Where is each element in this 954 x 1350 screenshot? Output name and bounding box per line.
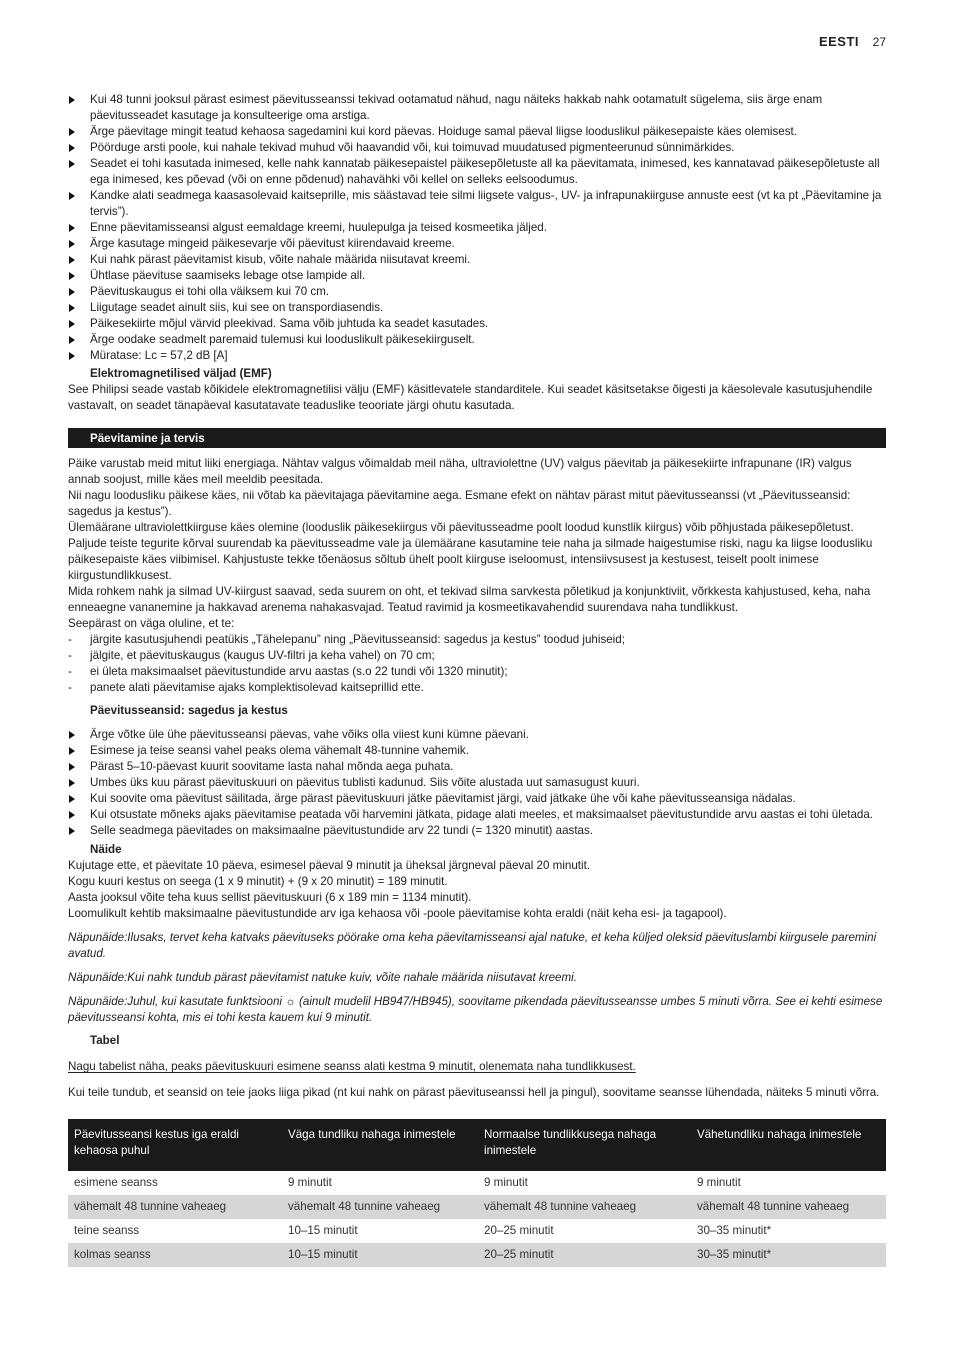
list-item: Kui 48 tunni jooksul pärast esimest päevitusseanssi tekivad ootamatud nähud, nagu näiteks hakkab nahk ootamatult sügelema, siis ärge enam päevitusseadet kasutage ja konsulteerige oma arstiga. [68, 92, 886, 124]
list-item: Esimese ja teise seansi vahel peaks olema vähemalt 48-tunnine vahemik. [68, 743, 886, 759]
list-item: Ärge võtke üle ühe päevitusseansi päevas, vahe võiks olla viiest kuni kümne päevani. [68, 727, 886, 743]
example-line: Kogu kuuri kestus on seega (1 x 9 minutit) + (9 x 20 minutit) = 189 minutit. [68, 875, 448, 888]
list-item: Seadet ei tohi kasutada inimesed, kelle nahk kannatab päikesepaistel päikesepõletuste all ka päevitamata, inimesed, kes kannatavad päikesepõletuste all ega inimesed, kes põevad (või on enne põdenud) nahavähki või kellel on selleks eelsoodumus. [68, 156, 886, 188]
column-header: Vähetundliku nahaga inimestele [691, 1119, 886, 1171]
health-paragraph: Mida rohkem nahk ja silmad UV-kiirgust saavad, seda suurem on oht, et tekivad silma sarvkesta põletikud ja konjunktiviit, võrkkesta kahjustused, keha, naha enneaegne vananemine ja hakkavad arenema nahakasvajad. Teatud ravimid ja kosmeetikavahendid suurendava naha tundlikkust. [68, 585, 871, 614]
table-note-underlined: Nagu tabelist näha, peaks päevituskuuri esimene seanss alati kestma 9 minutit, olenemata naha tundlikkusest. [68, 1060, 636, 1073]
list-item: - jälgite, et päevituskaugus (kaugus UV-filtri ja keha vahel) on 70 cm; [68, 648, 886, 664]
page-header [819, 34, 886, 49]
list-item: Ühtlase päevituse saamiseks lebage otse lampide all. [68, 268, 886, 284]
health-paragraph: Ülemäärane ultraviolettkiirguse käes olemine (looduslik päikesekiirgus või päevitusseadme poolt loodud kunstlik kiirgus) võib põhjustada päikesepõletust. [68, 521, 854, 534]
health-dash-list [68, 632, 886, 696]
list-item: Kui nahk pärast päevitamist kisub, võite nahale määrida niisutavat kreemi. [68, 252, 886, 268]
section-bar-health: Päevitamine ja tervis [68, 428, 886, 448]
tip-text: Näpunäide:Kui nahk tundub pärast päevitamist natuke kuiv, võite nahale määrida niisutavat kreemi. [68, 971, 577, 984]
table-cell: 9 minutit [288, 1176, 332, 1189]
list-item: Pöörduge arsti poole, kui nahale tekivad muhud või haavandid või, kui toimuvad muudatused pigmenteerunud sünnimärkides. [68, 140, 886, 156]
table-cell: vähemalt 48 tunnine vaheaeg [691, 1195, 886, 1219]
table-cell: 10–15 minutit [282, 1243, 478, 1267]
table-cell: 20–25 minutit [484, 1224, 554, 1237]
table-cell: 30–35 minutit* [691, 1243, 886, 1267]
table-cell: vähemalt 48 tunnine vaheaeg [282, 1195, 478, 1219]
list-item: Kui soovite oma päevitust säilitada, ärge pärast päevituskuuri jätke päevitamist järgi, vaid jätkake ühe või kahe päevitusseansiga nädalas. [68, 791, 886, 807]
column-header: Normaalse tundlikkusega nahaga inimestele [478, 1119, 691, 1171]
list-item: Ärge kasutage mingeid päikesevarje või päevitust kiirendavaid kreeme. [68, 236, 886, 252]
table-cell: kolmas seanss [68, 1243, 282, 1267]
table-heading: Tabel [90, 1034, 120, 1047]
list-item: - ei ületa maksimaalset päevitustundide arvu aastas (s.o 22 tundi või 1320 minutit); [68, 664, 886, 680]
list-item: Umbes üks kuu pärast päevituskuuri on päevitus tublisti kadunud. Siis võite alustada uut samasugust kuuri. [68, 775, 886, 791]
table-cell: 10–15 minutit [288, 1224, 358, 1237]
table-row [68, 1195, 886, 1219]
session-table [68, 1119, 886, 1267]
example-heading: Näide [90, 843, 122, 856]
table-cell: vähemalt 48 tunnine vaheaeg [68, 1195, 282, 1219]
emf-text: See Philipsi seade vastab kõikidele elektromagnetilisi välju (EMF) käsitlevatele standarditele. Kui seadet käsitsetakse õigesti ja käesolevale kasutusjuhendile vastavalt, on seadet tänapäeval kasutatavate teaduslike teooriate järgi ohutu kasutada. [68, 383, 873, 412]
table-cell: 9 minutit [697, 1176, 741, 1189]
column-header: Päevitusseansi kestus iga eraldi kehaosa puhul [68, 1119, 282, 1171]
list-item: Kui otsustate mõneks ajaks päevitamise peatada või harvemini jätkata, pidage alati meeles, et maksimaalset päevitustundide arvu aastas ei tohi ületada. [68, 807, 886, 823]
table-row [68, 1171, 886, 1195]
tip-text: Näpunäide:Juhul, kui kasutate funktsiooni ☼ (ainult mudelil HB947/HB945), soovitame pikendada päevitusseansse umbes 5 minuti võrra. See ei kehti esimese päevitusseansi kohta, mis ei tohi kesta kauem kui 9 minutit. [68, 995, 883, 1024]
table-row [68, 1219, 886, 1243]
list-item: Enne päevitamisseansi algust eemaldage kreemi, huulepulga ja teised kosmeetika jäljed. [68, 220, 886, 236]
table-note: Kui teile tundub, et seansid on teie jaoks liiga pikad (nt kui nahk on pärast päevituseanssi hell ja pingul), soovitame seansse lühendada, näiteks 5 minuti võrra. [68, 1086, 880, 1099]
sessions-list [68, 727, 886, 839]
page-content [68, 92, 886, 1267]
health-paragraph: Päike varustab meid mitut liiki energiaga. Nähtav valgus võimaldab meil näha, ultraviolettne (UV) valgus päevitab ja päikesekiirte infrapunane (IR) valgus annab soojust, mille käes meil meeldib peesitada. [68, 457, 852, 486]
list-item: Liigutage seadet ainult siis, kui see on transpordiasendis. [68, 300, 886, 316]
table-header-row [68, 1119, 886, 1171]
list-item: Ärge oodake seadmelt paremaid tulemusi kui looduslikult päikesekiirguselt. [68, 332, 886, 348]
table-cell: 30–35 minutit* [697, 1224, 772, 1237]
table-cell: 20–25 minutit [478, 1243, 691, 1267]
list-item: Päevituskaugus ei tohi olla väiksem kui 70 cm. [68, 284, 886, 300]
example-line: Aasta jooksul võite teha kuus sellist päevituskuuri (6 x 189 min = 1134 minutit). [68, 891, 472, 904]
table-cell: esimene seanss [74, 1176, 158, 1189]
warning-list [68, 92, 886, 364]
emf-heading: Elektromagnetilised väljad (EMF) [90, 367, 272, 380]
table-cell: 9 minutit [484, 1176, 528, 1189]
list-item: - järgite kasutusjuhendi peatükis „Tähelepanu” ning „Päevitusseansid: sagedus ja kestus” toodud juhiseid; [68, 632, 886, 648]
list-item: Selle seadmega päevitades on maksimaalne päevitustundide arv 22 tundi (= 1320 minutit) aastas. [68, 823, 886, 839]
health-paragraph: Nii nagu loodusliku päikese käes, nii võtab ka päevitajaga päevitamine aega. Esmane efekt on nähtav pärast mitut päevitusseanssi (vt „Päevitusseansid: sagedus ja kestus”). [68, 489, 851, 518]
example-line: Loomulikult kehtib maksimaalne päevitustundide arv iga kehaosa või -poole päevitamise kohta eraldi (näit keha esi- ja tagapool). [68, 907, 727, 920]
tip-text: Näpunäide:Ilusaks, tervet keha katvaks päevituseks pöörake oma keha päevitamisseansi ajal natuke, et keha küljed oleksid päevituslambi kiirgusele paremini avatud. [68, 931, 877, 960]
list-item: Päikesekiirte mõjul värvid pleekivad. Sama võib juhtuda ka seadet kasutades. [68, 316, 886, 332]
health-paragraph: Seepärast on väga oluline, et te: [68, 617, 235, 630]
list-item: Müratase: Lc = 57,2 dB [A] [68, 348, 886, 364]
sessions-heading: Päevitusseansid: sagedus ja kestus [90, 704, 288, 717]
list-item: Kandke alati seadmega kaasasolevaid kaitseprille, mis säästavad teie silmi liigsete valgus-, UV- ja infrapunakiirguse annuste eest (vt ka pt „Päevitamine ja tervis”). [68, 188, 886, 220]
table-cell: vähemalt 48 tunnine vaheaeg [478, 1195, 691, 1219]
health-paragraph: Paljude teiste tegurite kõrval suurendab ka päevitusseadme vale ja ülemäärane kasutamine teie naha ja silmade haigestumise riski, nagu ka liigse loodusliku päikesepaiste käes viibimisel. Kahjustuste tekke tõenäosus sõltub ühelt poolt kiirguse iseloomust, intensiivsusest ja kestusest, teiselt poolt inimese kiirgustundlikkusest. [68, 537, 873, 582]
column-header: Väga tundliku nahaga inimestele [282, 1119, 478, 1171]
page-number: 27 [872, 35, 886, 49]
list-item: Pärast 5–10-päevast kuurit soovitame lasta nahal mõnda aega puhata. [68, 759, 886, 775]
language-label: EESTI [818, 34, 860, 49]
table-row [68, 1243, 886, 1267]
table-cell: teine seanss [74, 1224, 140, 1237]
list-item: Ärge päevitage mingit teatud kehaosa sagedamini kui kord päevas. Hoiduge samal päeval liigse looduslikul päikesepaiste käes olemisest. [68, 124, 886, 140]
list-item: - panete alati päevitamise ajaks komplektisolevad kaitseprillid ette. [68, 680, 886, 696]
example-line: Kujutage ette, et päevitate 10 päeva, esimesel päeval 9 minutit ja üheksal järgneval päeval 20 minutit. [68, 859, 591, 872]
